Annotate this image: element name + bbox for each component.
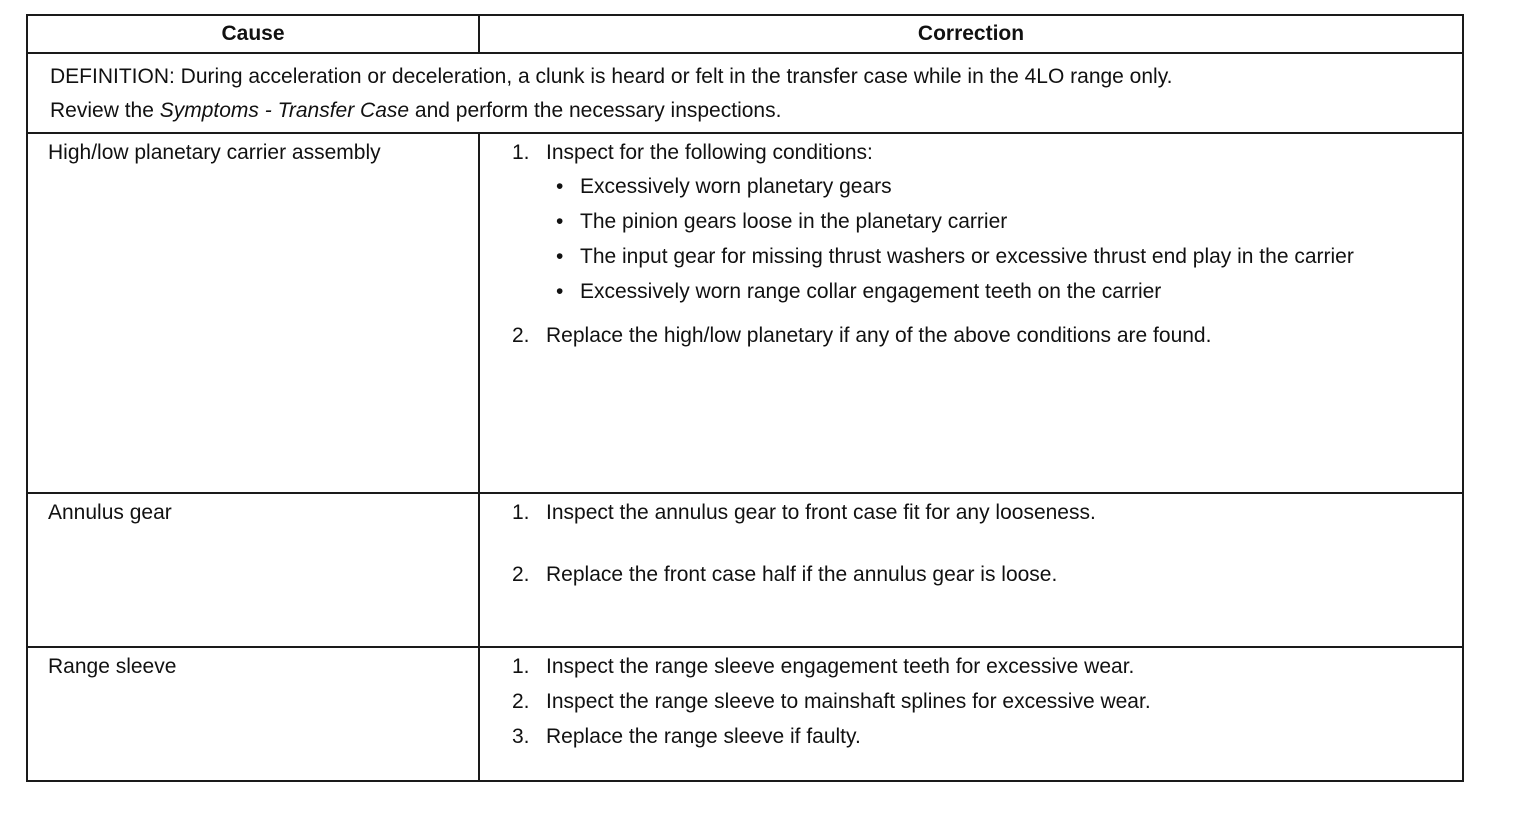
correction-step [512,500,1446,526]
correction-steps [512,654,1446,750]
step-number: 3. [512,725,530,748]
step-text: Replace the high/low planetary if any of the above conditions are found. [546,324,1212,347]
step-text: Replace the range sleeve if faulty. [546,725,861,748]
condition-item [556,209,1446,235]
step-text: Inspect the annulus gear to front case fit for any looseness. [546,501,1096,524]
correction-cell [479,493,1463,647]
table-row [27,133,1463,493]
step-number: 2. [512,690,530,713]
condition-item [556,174,1446,200]
condition-text: The pinion gears loose in the planetary carrier [580,210,1008,233]
correction-steps [512,500,1446,588]
correction-step [512,724,1446,750]
bullet-icon: • [556,245,564,268]
correction-step [512,323,1446,349]
review-suffix: and perform the necessary inspections. [409,99,782,122]
correction-cell [479,133,1463,493]
bullet-icon: • [556,280,564,303]
diagnostic-table [26,14,1464,782]
symptoms-reference: Symptoms - Transfer Case [159,99,410,122]
step-text: Inspect for the following conditions: [546,141,873,164]
table-header-row [27,15,1463,53]
condition-item [556,244,1446,270]
step-number: 2. [512,324,530,347]
bullet-icon: • [556,210,564,233]
step-number: 2. [512,563,530,586]
condition-text: The input gear for missing thrust washers or excessive thrust end play in the carrier [580,245,1354,268]
review-prefix: Review the [50,99,160,122]
condition-item [556,279,1446,305]
table-row [27,493,1463,647]
correction-steps [512,140,1446,349]
correction-step [512,562,1446,588]
correction-step [512,140,1446,314]
correction-step [512,689,1446,715]
step-text: Inspect the range sleeve engagement teeth for excessive wear. [546,655,1135,678]
condition-text: Excessively worn range collar engagement teeth on the carrier [580,280,1162,303]
condition-list [546,174,1446,305]
step-number: 1. [512,501,530,524]
step-text: Inspect the range sleeve to mainshaft splines for excessive wear. [546,690,1151,713]
step-number: 1. [512,655,530,678]
cause-cell: Range sleeve [27,647,479,781]
step-number: 1. [512,141,530,164]
condition-text: Excessively worn planetary gears [580,175,892,198]
cause-cell: High/low planetary carrier assembly [27,133,479,493]
step-text: Replace the front case half if the annulus gear is loose. [546,563,1058,586]
definition-text: DEFINITION: During acceleration or deceleration, a clunk is heard or felt in the transfer case while in the 4LO range only. [50,65,1173,88]
cause-header: Cause [27,15,479,53]
definition-row [27,53,1463,133]
correction-cell [479,647,1463,781]
definition-cell [27,53,1463,133]
bullet-icon: • [556,175,564,198]
cause-cell: Annulus gear [27,493,479,647]
table-row [27,647,1463,781]
correction-step [512,654,1446,680]
review-instruction [50,94,1462,128]
correction-header: Correction [479,15,1463,53]
